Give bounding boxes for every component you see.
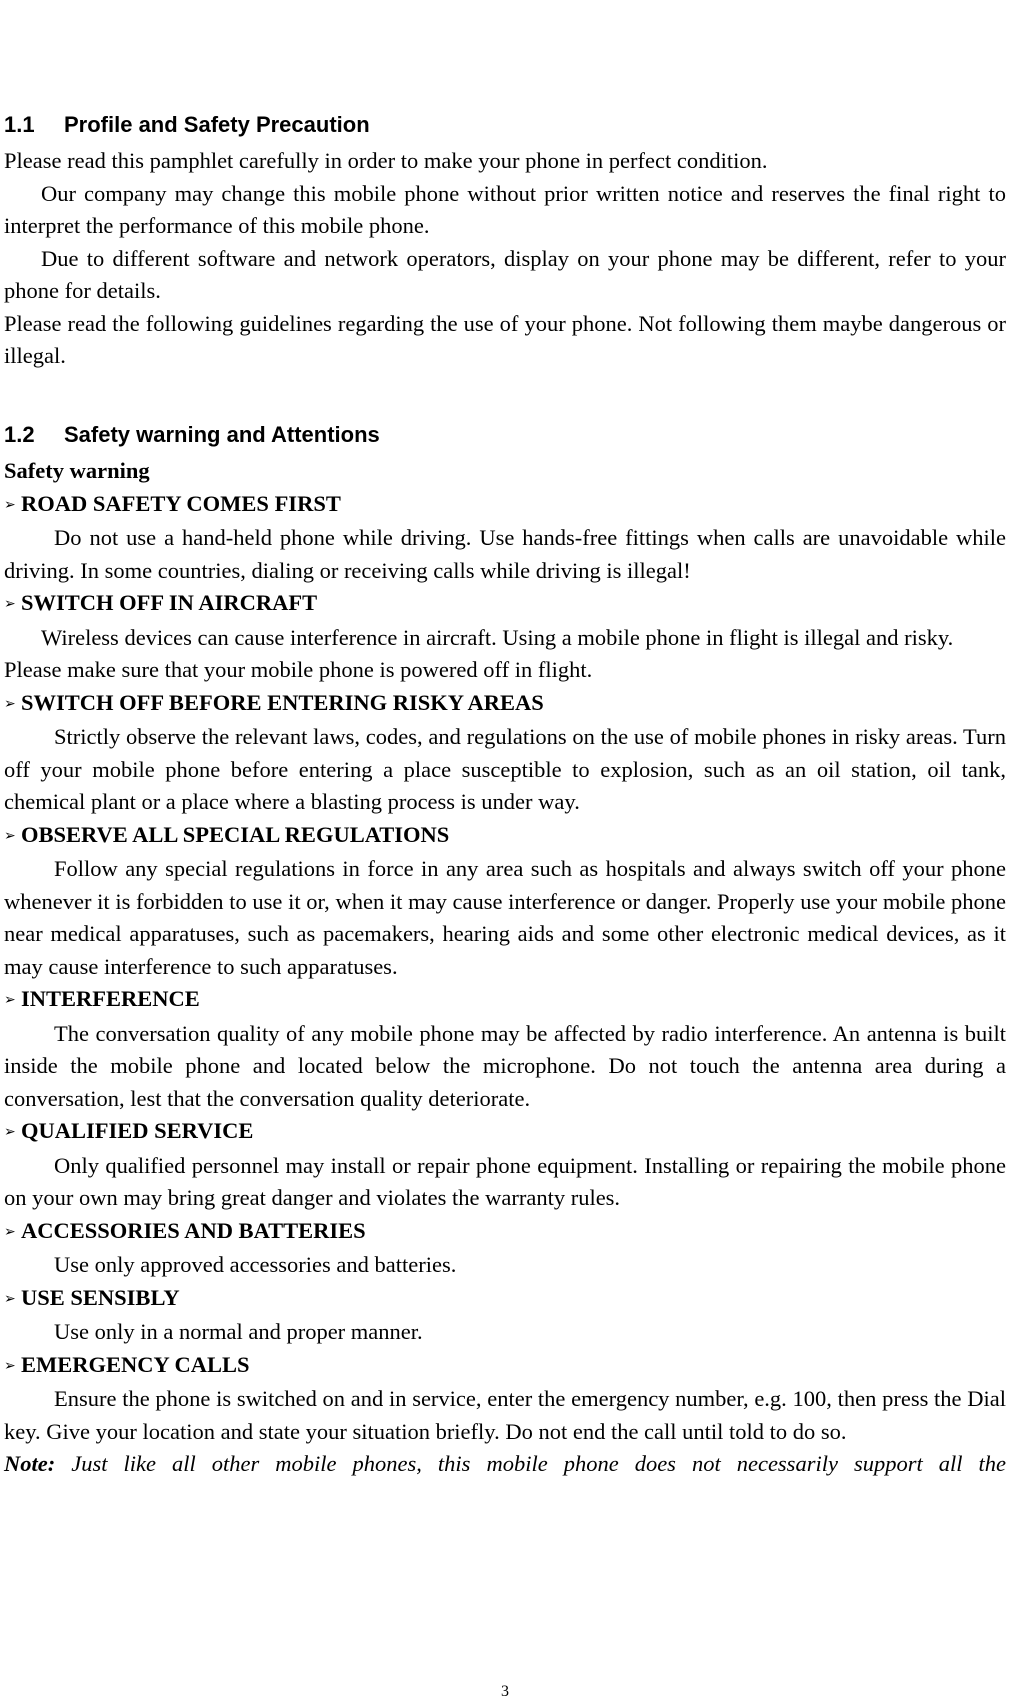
bullet-heading-text: SWITCH OFF IN AIRCRAFT xyxy=(21,590,318,615)
bullet-heading-text: SWITCH OFF BEFORE ENTERING RISKY AREAS xyxy=(21,689,544,715)
bullet-heading xyxy=(4,1282,1006,1317)
bullet-heading xyxy=(4,1115,1006,1150)
bullet-heading-text: OBSERVE ALL SPECIAL REGULATIONS xyxy=(21,821,450,847)
paragraph: Please read the following guidelines regarding the use of your phone. Not following them maybe dangerous or illegal. xyxy=(4,310,1006,368)
section-heading xyxy=(4,420,1006,450)
paragraph: Use only approved accessories and batteries. xyxy=(54,1252,457,1277)
arrow-bullet-icon: ➢ xyxy=(4,696,16,712)
bullet-heading-text: INTERFERENCE xyxy=(21,986,200,1011)
arrow-bullet-icon: ➢ xyxy=(4,497,16,513)
paragraph: Our company may change this mobile phone without prior written notice and reserves the final right to interpret the performance of this mobile phone. xyxy=(4,180,1006,238)
arrow-bullet-icon: ➢ xyxy=(4,828,16,844)
section-1-2 xyxy=(4,420,1006,1481)
paragraph: Only qualified personnel may install or repair phone equipment. Installing or repairing the mobile phone on your own may bring great danger and violates the warranty rules. xyxy=(4,1152,1006,1210)
bullet-heading xyxy=(4,983,1006,1018)
paragraph: Please read this pamphlet carefully in order to make your phone in perfect condition. xyxy=(4,148,768,173)
note-text: Just like all other mobile phones, this mobile phone does not necessarily support all the xyxy=(71,1451,1006,1476)
bullet-heading xyxy=(4,488,1006,523)
arrow-bullet-icon: ➢ xyxy=(4,1358,16,1374)
safety-warning-subtitle: Safety warning xyxy=(4,458,150,483)
bullet-heading-text: EMERGENCY CALLS xyxy=(21,1351,250,1377)
section-title: Profile and Safety Precaution xyxy=(64,112,370,137)
section-1-1 xyxy=(4,110,1006,373)
paragraph: Follow any special regulations in force in any area such as hospitals and always switch off your phone whenever it is forbidden to use it or, when it may cause interference or danger. Properly use your mobile phone near medical apparatuses, such as pacemakers, hearing aids and some other electronic medical devices, as it may cause interference to such apparatuses. xyxy=(4,856,1006,979)
section-number: 1.2 xyxy=(4,422,35,447)
bullet-heading-text: ROAD SAFETY COMES FIRST xyxy=(21,490,341,516)
paragraph: The conversation quality of any mobile phone may be affected by radio interference. An antenna is built inside the mobile phone and located below the microphone. Do not touch the antenna area during a conversation, lest that the conversation quality deteriorate. xyxy=(4,1020,1006,1111)
bullet-heading xyxy=(4,1349,1006,1384)
paragraph: Use only in a normal and proper manner. xyxy=(54,1319,423,1344)
arrow-bullet-icon: ➢ xyxy=(4,597,16,612)
arrow-bullet-icon: ➢ xyxy=(4,1291,16,1307)
paragraph: Please make sure that your mobile phone is powered off in flight. xyxy=(4,657,593,682)
bullet-heading-text: USE SENSIBLY xyxy=(21,1284,180,1310)
bullet-heading xyxy=(4,587,1006,622)
arrow-bullet-icon: ➢ xyxy=(4,993,16,1008)
note-label: Note: xyxy=(4,1451,56,1476)
arrow-bullet-icon: ➢ xyxy=(4,1224,16,1240)
page-number: 3 xyxy=(501,1683,509,1700)
bullet-heading-text: QUALIFIED SERVICE xyxy=(21,1118,254,1143)
note-paragraph xyxy=(4,1448,1006,1481)
section-heading xyxy=(4,110,1006,140)
bullet-heading xyxy=(4,819,1006,854)
bullet-heading xyxy=(4,1215,1006,1250)
section-number: 1.1 xyxy=(4,112,35,137)
paragraph: Strictly observe the relevant laws, codes, and regulations on the use of mobile phones in risky areas. Turn off your mobile phone before entering a place susceptible to explosion, such as an oil station, oil tank, chemical plant or a place where a blasting process is under way. xyxy=(4,724,1006,814)
arrow-bullet-icon: ➢ xyxy=(4,1125,16,1140)
paragraph: Do not use a hand-held phone while driving. Use hands-free fittings when calls are unavoidable while driving. In some countries, dialing or receiving calls while driving is illegal! xyxy=(4,525,1006,583)
paragraph: Wireless devices can cause interference in aircraft. Using a mobile phone in flight is illegal and risky. xyxy=(41,624,954,650)
bullet-heading-text: ACCESSORIES AND BATTERIES xyxy=(21,1217,366,1243)
paragraph: Due to different software and network operators, display on your phone may be different, refer to your phone for details. xyxy=(4,245,1006,303)
section-title: Safety warning and Attentions xyxy=(64,422,380,447)
bullet-heading xyxy=(4,687,1006,722)
paragraph: Ensure the phone is switched on and in service, enter the emergency number, e.g. 100, then press the Dial key. Give your location and state your situation briefly. Do not end the call until told to do so. xyxy=(4,1386,1006,1444)
